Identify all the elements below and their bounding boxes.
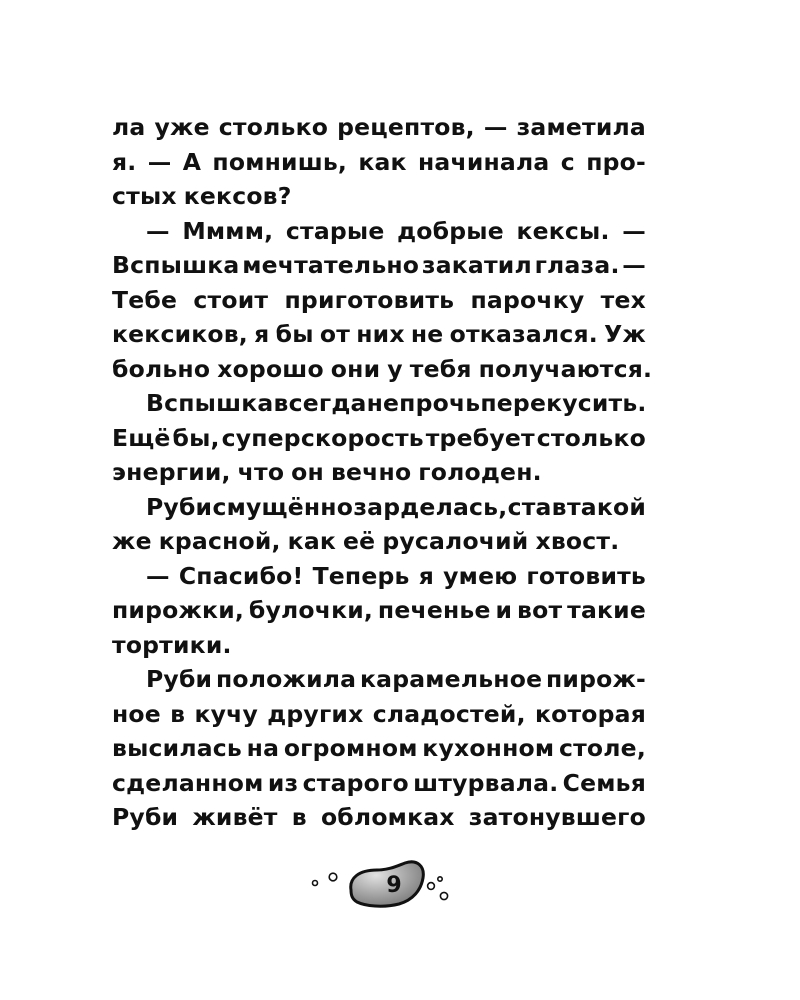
word: старые bbox=[285, 216, 385, 245]
text-line bbox=[112, 593, 646, 628]
text-line bbox=[112, 697, 646, 732]
word: Спасибо! bbox=[178, 561, 304, 590]
word: Тебе bbox=[112, 285, 178, 314]
word: Ещё bbox=[112, 423, 171, 452]
word: А bbox=[182, 147, 202, 176]
word: красной, bbox=[158, 527, 281, 555]
word: рецептов, bbox=[337, 113, 475, 141]
word: готовить bbox=[526, 561, 646, 590]
word: хорошо bbox=[217, 354, 324, 383]
word: я bbox=[254, 320, 270, 348]
word: — bbox=[146, 561, 170, 590]
word: Руби bbox=[146, 665, 213, 693]
word: бы, bbox=[172, 423, 220, 452]
word: кексы. bbox=[516, 216, 610, 245]
word: не bbox=[366, 389, 400, 417]
text-line bbox=[112, 386, 646, 421]
word: у bbox=[387, 354, 403, 383]
word: кучу bbox=[194, 699, 258, 728]
decorative-bubble-icon bbox=[313, 881, 318, 886]
body-text bbox=[112, 110, 653, 835]
word: стоит bbox=[193, 285, 269, 314]
word: на bbox=[246, 734, 280, 762]
word: столе, bbox=[558, 734, 646, 762]
word: Руби bbox=[112, 803, 179, 831]
word: Руби bbox=[146, 492, 213, 521]
text-line bbox=[112, 490, 646, 525]
word: пирож- bbox=[545, 665, 646, 693]
word: умею bbox=[443, 561, 518, 590]
word: её bbox=[343, 527, 376, 555]
word: заметила bbox=[516, 113, 646, 141]
word: мечтательно bbox=[242, 251, 420, 279]
word: уже bbox=[154, 113, 210, 141]
word: ла bbox=[112, 113, 146, 141]
word: всегда bbox=[273, 389, 367, 417]
word: в bbox=[170, 699, 186, 728]
word: же bbox=[112, 527, 152, 555]
word: как bbox=[358, 147, 407, 176]
word: положила bbox=[215, 665, 357, 693]
word: карамельное bbox=[359, 665, 543, 693]
word: закатил bbox=[421, 251, 532, 279]
decorative-bubble-icon bbox=[440, 892, 447, 899]
word: с bbox=[560, 147, 575, 176]
word: больно bbox=[112, 354, 211, 383]
text-line bbox=[112, 179, 646, 214]
word: зарделась, bbox=[353, 492, 508, 521]
word: требует bbox=[425, 423, 535, 452]
word: огромном bbox=[283, 734, 418, 762]
word: ное bbox=[112, 699, 161, 728]
word: — bbox=[147, 147, 172, 176]
word: Теперь bbox=[312, 561, 410, 590]
word: старого bbox=[302, 768, 409, 797]
word: русалочий bbox=[382, 527, 529, 555]
word: такой bbox=[566, 492, 646, 521]
word: как bbox=[287, 527, 337, 555]
word: кексов? bbox=[183, 182, 292, 210]
text-line bbox=[112, 628, 646, 663]
word: что bbox=[237, 458, 285, 486]
word: других bbox=[267, 699, 364, 728]
text-line bbox=[112, 352, 653, 387]
text-line bbox=[112, 662, 646, 697]
text-line bbox=[112, 283, 646, 318]
word: хвост. bbox=[535, 527, 620, 555]
word: я. bbox=[112, 147, 137, 176]
word: став bbox=[507, 492, 567, 521]
word: они bbox=[330, 354, 381, 383]
word: смущённо bbox=[212, 492, 354, 521]
word: Мммм, bbox=[182, 216, 274, 245]
word: кухонном bbox=[422, 734, 555, 762]
word: вечно bbox=[330, 458, 412, 486]
word: Вспышка bbox=[146, 389, 274, 417]
word: тебя bbox=[409, 354, 472, 383]
word: добрые bbox=[397, 216, 504, 245]
word: начинала bbox=[418, 147, 550, 176]
text-line bbox=[112, 317, 646, 352]
page-number: 9 bbox=[386, 873, 402, 898]
word: от bbox=[319, 320, 351, 348]
word: пирожки, bbox=[112, 596, 244, 624]
word: приготовить bbox=[284, 285, 455, 314]
text-line bbox=[112, 455, 646, 490]
decorative-bubble-icon bbox=[428, 883, 435, 890]
word: которая bbox=[534, 699, 646, 728]
word: и bbox=[495, 596, 513, 624]
word: тортики. bbox=[112, 630, 232, 659]
word: тех bbox=[600, 285, 646, 314]
word: — bbox=[483, 113, 508, 141]
text-line bbox=[112, 766, 646, 801]
word: получаются. bbox=[478, 354, 653, 383]
word: парочку bbox=[470, 285, 585, 314]
text-line bbox=[112, 524, 646, 559]
word: штурвала. bbox=[413, 768, 559, 797]
text-line bbox=[112, 145, 646, 180]
word: Уж bbox=[604, 320, 646, 348]
word: энергии, bbox=[112, 458, 231, 486]
word: сделанном bbox=[112, 768, 264, 797]
word: голоден. bbox=[418, 458, 542, 486]
decorative-bubble-icon bbox=[438, 877, 442, 881]
word: он bbox=[291, 458, 324, 486]
word: в bbox=[291, 803, 307, 831]
word: прочь bbox=[399, 389, 481, 417]
word: суперскорость bbox=[221, 423, 424, 452]
word: про- bbox=[586, 147, 646, 176]
word: булочки, bbox=[248, 596, 374, 624]
decorative-bubble-icon bbox=[329, 873, 337, 881]
word: печенье bbox=[377, 596, 491, 624]
text-line bbox=[112, 731, 646, 766]
word: перекусить. bbox=[480, 389, 647, 417]
word: затонувшего bbox=[468, 803, 646, 831]
word: Вспышка bbox=[112, 251, 240, 279]
word: — bbox=[146, 216, 170, 245]
word: вот bbox=[517, 596, 563, 624]
word: я bbox=[418, 561, 435, 590]
word: обломках bbox=[320, 803, 455, 831]
text-line bbox=[112, 248, 646, 283]
text-line bbox=[112, 421, 646, 456]
word: бы bbox=[275, 320, 314, 348]
word: них bbox=[356, 320, 405, 348]
word: не bbox=[410, 320, 444, 348]
word: сладостей, bbox=[372, 699, 526, 728]
word: глаза. bbox=[534, 251, 620, 279]
word: — bbox=[622, 251, 646, 279]
word: из bbox=[267, 768, 299, 797]
word: такие bbox=[567, 596, 646, 624]
text-line bbox=[112, 559, 646, 594]
word: помнишь, bbox=[212, 147, 348, 176]
word: кексиков, bbox=[112, 320, 248, 348]
word: — bbox=[622, 216, 646, 245]
word: стых bbox=[112, 182, 177, 210]
word: столько bbox=[218, 113, 329, 141]
word: столько bbox=[536, 423, 646, 452]
word: отказался. bbox=[449, 320, 598, 348]
word: высилась bbox=[112, 734, 242, 762]
word: живёт bbox=[192, 803, 278, 831]
text-line bbox=[112, 214, 646, 249]
word: Семья bbox=[562, 768, 646, 797]
text-line bbox=[112, 800, 646, 835]
text-line bbox=[112, 110, 646, 145]
